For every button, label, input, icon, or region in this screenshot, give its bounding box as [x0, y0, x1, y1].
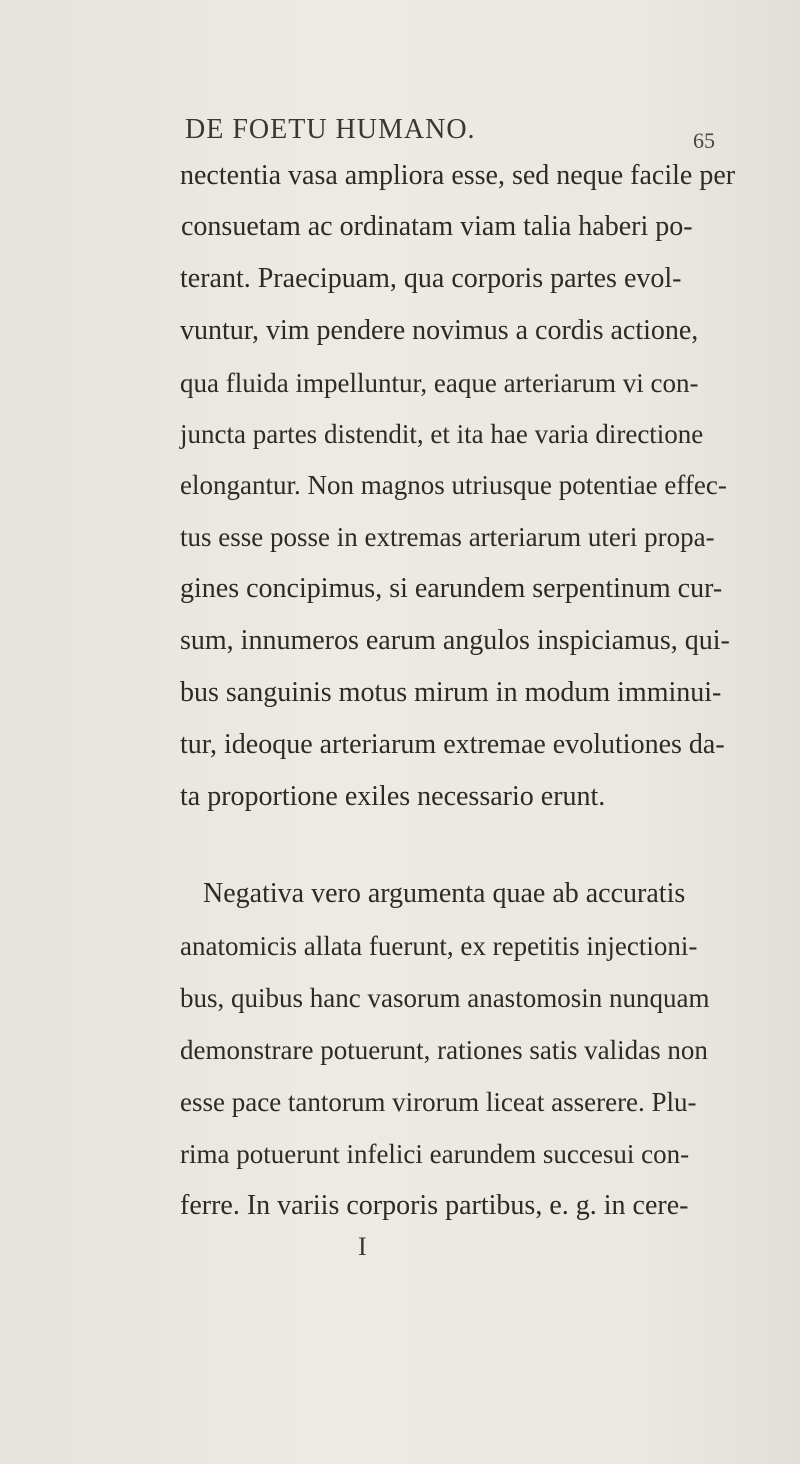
text-line: demonstrare potuerunt, rationes satis validas non	[180, 1035, 708, 1065]
text-line: tur, ideoque arteriarum extremae evolutiones da-	[180, 729, 725, 760]
text-line: rima potuerunt infelici earundem succesui con-	[180, 1139, 690, 1169]
text-line: terant. Praecipuam, qua corporis partes evol-	[180, 263, 682, 294]
signature-mark: I	[358, 1232, 367, 1261]
text-line: consuetam ac ordinatam viam talia haberi po-	[181, 211, 693, 242]
text-line: bus sanguinis motus mirum in modum imminui-	[180, 677, 722, 708]
text-line: esse pace tantorum virorum liceat asserere. Plu-	[180, 1087, 697, 1117]
text-line: ferre. In variis corporis partibus, e. g. in cere-	[180, 1190, 689, 1221]
text-line: ta proportione exiles necessario erunt.	[180, 781, 606, 812]
text-line: sum, innumeros earum angulos inspiciamus, qui-	[180, 625, 730, 656]
text-line: tus esse posse in extremas arteriarum uteri propa-	[180, 522, 715, 552]
text-line: nectentia vasa ampliora esse, sed neque facile per	[180, 160, 736, 191]
running-title: DE FOETU HUMANO.	[185, 114, 476, 145]
text-line: vuntur, vim pendere novimus a cordis actione,	[180, 315, 699, 346]
page-number: 65	[693, 128, 715, 153]
text-line: qua fluida impelluntur, eaque arteriarum vi con-	[180, 368, 699, 398]
text-line: Negativa vero argumenta quae ab accuratis	[203, 878, 686, 909]
running-head	[0, 108, 800, 156]
text-line: bus, quibus hanc vasorum anastomosin nunquam	[180, 983, 710, 1013]
text-line: anatomicis allata fuerunt, ex repetitis injectioni-	[180, 931, 698, 961]
text-line: juncta partes distendit, et ita hae varia directione	[180, 419, 704, 449]
text-line: elongantur. Non magnos utriusque potentiae effec-	[180, 470, 727, 500]
text-line: gines concipimus, si earundem serpentinum cur-	[180, 573, 723, 604]
